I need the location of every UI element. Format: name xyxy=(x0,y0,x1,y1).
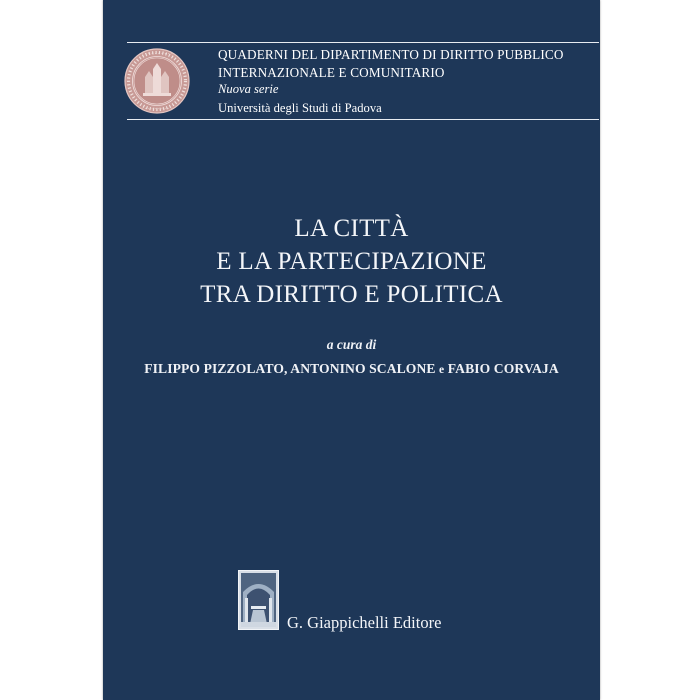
editors-part1: FILIPPO PIZZOLATO, ANTONINO SCALONE xyxy=(144,361,436,376)
top-rule xyxy=(127,42,599,43)
book-cover xyxy=(103,0,600,700)
editors-names xyxy=(103,361,600,377)
editors-conjunction: e xyxy=(439,364,445,376)
book-title-line1: LA CITTÀ xyxy=(294,215,409,242)
publisher-logo-icon xyxy=(238,570,279,630)
bottom-rule xyxy=(127,119,599,120)
editors-part2: FABIO CORVAJA xyxy=(447,361,559,376)
series-subtitle: Nuova serie xyxy=(218,82,279,96)
book-title-line2: E LA PARTECIPAZIONE xyxy=(216,248,487,275)
book-title xyxy=(103,212,600,311)
publisher-name: G. Giappichelli Editore xyxy=(287,613,442,632)
university-seal-icon xyxy=(123,47,191,115)
series-title-line2: INTERNAZIONALE E COMUNITARIO xyxy=(218,64,445,80)
series-title-line1: QUADERNI DEL DIPARTIMENTO DI DIRITTO PUBBLICO xyxy=(218,47,564,62)
university-name: Università degli Studi di Padova xyxy=(218,100,382,115)
editors-intro: a cura di xyxy=(326,337,377,352)
svg-text:· · · · · · · · · ·: · · · · · · · · · · xyxy=(141,106,173,112)
book-title-line3: TRA DIRITTO E POLITICA xyxy=(200,281,503,308)
series-block xyxy=(218,46,598,118)
svg-text:· · · · · · · · · ·: · · · · · · · · · · xyxy=(141,51,173,58)
